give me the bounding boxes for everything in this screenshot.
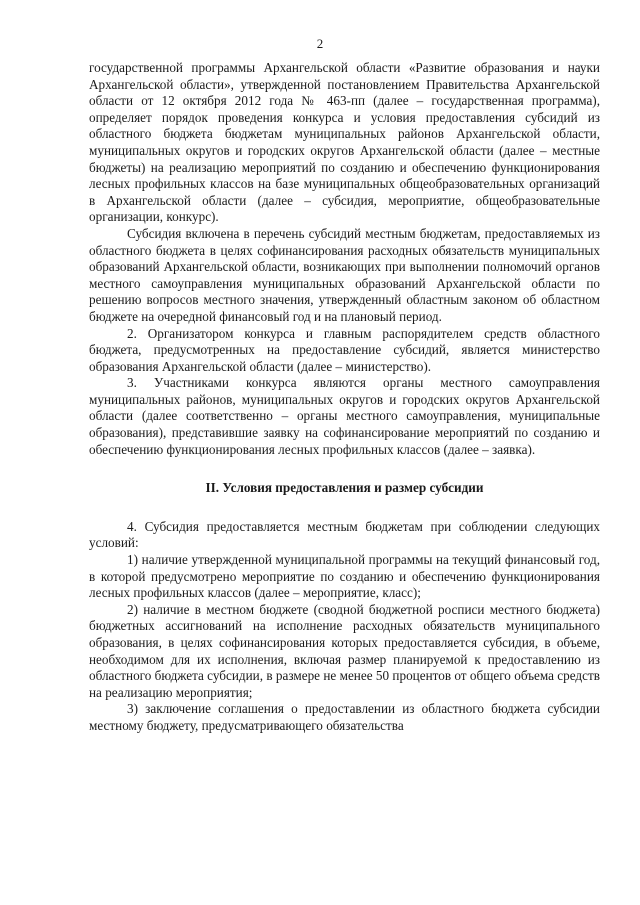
section-heading: II. Условия предоставления и размер субсидии	[205, 480, 484, 496]
subitem-1: 1) наличие утвержденной муниципальной программы на текущий финансовый год, в которой предусмотрено мероприятие по созданию и обеспечению функционирования лесных профильных классов (далее – мероприятие, класс);	[89, 552, 600, 601]
paragraph-item-3: 3. Участниками конкурса являются органы местного самоуправления муниципальных районов, муниципальных округов и городских округов Архангельской области (далее соответственно – органы местного самоуправления, муниципальные образования), представившие заявку на софинансирование мероприятий по созданию и обеспечению функционирования лесных профильных классов (далее – заявка).	[89, 375, 600, 457]
paragraph: Субсидия включена в перечень субсидий местным бюджетам, предоставляемых из областного бюджета в целях софинансирования расходных обязательств муниципальных образований Архангельской области, возникающих при выполнении полномочий органов местного самоуправления муниципальных образований Архангельской области по решению вопросов местного значения, утвержденный областным законом об областном бюджете на очередной финансовый год и на плановый период.	[89, 225, 600, 324]
page-number: 2	[316, 36, 324, 51]
document-body	[89, 60, 600, 735]
paragraph-item-2: 2. Организатором конкурса и главным распорядителем средств областного бюджета, предусмотренных на предоставление субсидий, является министерство образования Архангельской области (далее – министерство).	[89, 325, 600, 374]
paragraph-item-4: 4. Субсидия предоставляется местным бюджетам при соблюдении следующих условий:	[89, 518, 600, 551]
subitem-3: 3) заключение соглашения о предоставлении из областного бюджета субсидии местному бюджету, предусматривающего обязательства	[89, 701, 600, 733]
paragraph-continuation: государственной программы Архангельской области «Развитие образования и науки Архангельской области», утвержденной постановлением Правительства Архангельской области от 12 октября 2012 года № 463-пп (далее – государственная программа), определяет порядок проведения конкурса и условия предоставления субсидий из областного бюджета бюджетам муниципальных районов Архангельской области, муниципальных округов и городских округов Архангельской области (далее – местные бюджеты) на реализацию мероприятий по созданию и обеспечению функционирования лесных профильных классов на базе муниципальных общеобразовательных организаций в Архангельской области (далее – субсидия, мероприятие, общеобразовательные организации, конкурс).	[89, 60, 600, 225]
subitem-2: 2) наличие в местном бюджете (сводной бюджетной росписи местного бюджета) бюджетных ассигнований на исполнение расходных обязательств муниципального образования, в целях софинансирования которых предоставляется субсидия, в объеме, необходимом для их исполнения, включая размер планируемой к предоставлению из областного бюджета субсидии, в размере не менее 50 процентов от общего объема средств на реализацию мероприятия;	[89, 601, 600, 700]
